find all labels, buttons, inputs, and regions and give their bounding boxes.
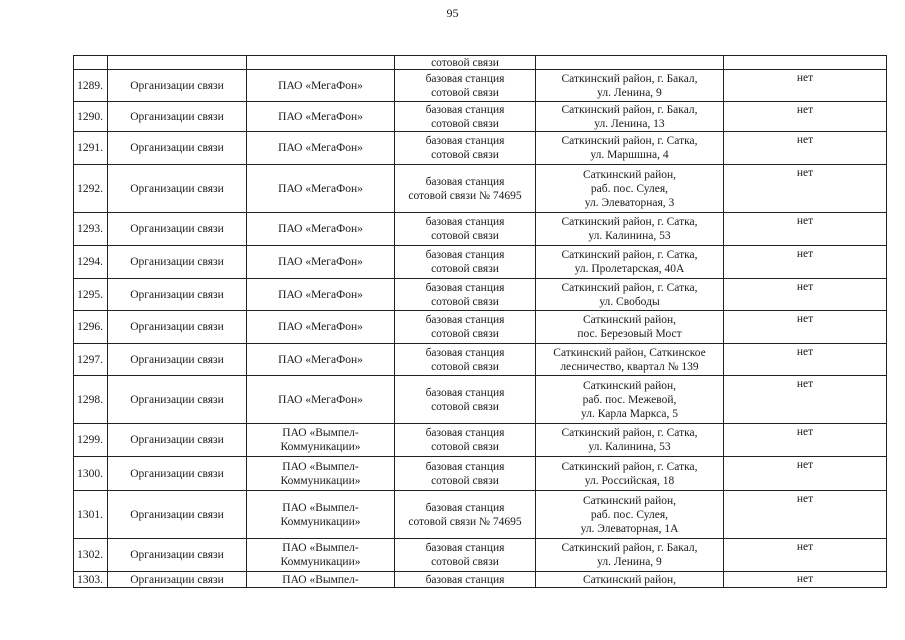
cell-operator: ПАО «Вымпел- Коммуникации» [247, 457, 395, 491]
table-row [74, 457, 887, 491]
table-row [74, 70, 887, 102]
cell-num: 1301. [74, 491, 108, 539]
cell-note: нет [724, 491, 887, 539]
cell-org-type: Организации связи [108, 246, 247, 279]
cell-note: нет [724, 424, 887, 457]
cell-note: нет [724, 165, 887, 213]
cell-num: 1300. [74, 457, 108, 491]
cell-object: базовая станция сотовой связи [395, 539, 536, 572]
cell-operator: ПАО «МегаФон» [247, 165, 395, 213]
cell-address: Саткинский район, г. Сатка, ул. Свободы [536, 279, 724, 311]
cell-object: базовая станция сотовой связи [395, 132, 536, 165]
table-row [74, 102, 887, 132]
cell-org-type: Организации связи [108, 572, 247, 588]
cell-org-type: Организации связи [108, 165, 247, 213]
cell-address: Саткинский район, г. Сатка, ул. Российская, 18 [536, 457, 724, 491]
cell-operator: ПАО «МегаФон» [247, 344, 395, 376]
cell-note: нет [724, 539, 887, 572]
cell-num: 1297. [74, 344, 108, 376]
cell-object: базовая станция сотовой связи [395, 213, 536, 246]
cell-object: базовая станция сотовой связи № 74695 [395, 491, 536, 539]
cell-object: базовая станция сотовой связи [395, 102, 536, 132]
cell-object: базовая станция сотовой связи [395, 424, 536, 457]
cell-address: Саткинский район, г. Бакал, ул. Ленина, 9 [536, 539, 724, 572]
cell-note: нет [724, 213, 887, 246]
cell-object: базовая станция сотовой связи [395, 457, 536, 491]
table-row [74, 539, 887, 572]
cell-num: 1303. [74, 572, 108, 588]
continuation-row [74, 56, 887, 70]
cell-object: базовая станция сотовой связи № 74695 [395, 165, 536, 213]
cell-org-type: Организации связи [108, 424, 247, 457]
cell-org-type: Организации связи [108, 213, 247, 246]
cell-object: базовая станция сотовой связи [395, 70, 536, 102]
cell-num: 1296. [74, 311, 108, 344]
cell-note: нет [724, 457, 887, 491]
cell-address: Саткинский район, раб. пос. Межевой, ул. Карла Маркса, 5 [536, 376, 724, 424]
cell-org-type: Организации связи [108, 491, 247, 539]
cell-address: Саткинский район, г. Сатка, ул. Пролетарская, 40А [536, 246, 724, 279]
cell-address: Саткинский район, раб. пос. Сулея, ул. Элеваторная, 1А [536, 491, 724, 539]
cell-num: 1295. [74, 279, 108, 311]
cell-address: Саткинский район, г. Сатка, ул. Калинина, 53 [536, 213, 724, 246]
cell-note: нет [724, 311, 887, 344]
cell-num: 1293. [74, 213, 108, 246]
cell-num [74, 56, 108, 70]
cell-org-type: Организации связи [108, 102, 247, 132]
cell-note: нет [724, 279, 887, 311]
cell-org-type: Организации связи [108, 311, 247, 344]
table-row [74, 424, 887, 457]
cell-org-type: Организации связи [108, 539, 247, 572]
cell-note: нет [724, 376, 887, 424]
cell-note: нет [724, 132, 887, 165]
cell-org-type: Организации связи [108, 457, 247, 491]
cell-address: Саткинский район, г. Сатка, ул. Маршшна, 4 [536, 132, 724, 165]
cell-note: нет [724, 102, 887, 132]
cell-org-type: Организации связи [108, 132, 247, 165]
cell-num: 1299. [74, 424, 108, 457]
table-row [74, 491, 887, 539]
cell-object: базовая станция сотовой связи [395, 311, 536, 344]
table-row [74, 344, 887, 376]
cell-operator: ПАО «МегаФон» [247, 246, 395, 279]
cell-org-type: Организации связи [108, 376, 247, 424]
cell-num: 1289. [74, 70, 108, 102]
cell-num: 1292. [74, 165, 108, 213]
page-number: 95 [446, 6, 459, 20]
cell-note: нет [724, 246, 887, 279]
table-row [74, 165, 887, 213]
cell-address: Саткинский район, [536, 572, 724, 588]
cell-address: Саткинский район, г. Бакал, ул. Ленина, 13 [536, 102, 724, 132]
table-row [74, 279, 887, 311]
cell-operator: ПАО «МегаФон» [247, 279, 395, 311]
cell-operator: ПАО «МегаФон» [247, 132, 395, 165]
cell-operator: ПАО «МегаФон» [247, 311, 395, 344]
table-row [74, 376, 887, 424]
cell-address: Саткинский район, г. Сатка, ул. Калинина, 53 [536, 424, 724, 457]
cell-org-type: Организации связи [108, 344, 247, 376]
cell-num: 1291. [74, 132, 108, 165]
registry-table [73, 55, 887, 588]
table-row [74, 213, 887, 246]
table-row [74, 132, 887, 165]
table-row [74, 246, 887, 279]
cell-num: 1294. [74, 246, 108, 279]
table-row [74, 311, 887, 344]
cell-org-type: Организации связи [108, 279, 247, 311]
cell-note: нет [724, 70, 887, 102]
cell-num: 1290. [74, 102, 108, 132]
cell-object: сотовой связи [395, 56, 536, 70]
cell-num: 1302. [74, 539, 108, 572]
cell-operator: ПАО «МегаФон» [247, 376, 395, 424]
cell-address: Саткинский район, пос. Березовый Мост [536, 311, 724, 344]
cell-address: Саткинский район, раб. пос. Сулея, ул. Элеваторная, 3 [536, 165, 724, 213]
cell-operator: ПАО «МегаФон» [247, 70, 395, 102]
cell-address: Саткинский район, г. Бакал, ул. Ленина, 9 [536, 70, 724, 102]
cell-object: базовая станция [395, 572, 536, 588]
cell-org-type [108, 56, 247, 70]
cell-note: нет [724, 344, 887, 376]
cell-object: базовая станция сотовой связи [395, 344, 536, 376]
cell-address: Саткинский район, Саткинское лесничество, квартал № 139 [536, 344, 724, 376]
cell-num: 1298. [74, 376, 108, 424]
table-row [74, 572, 887, 588]
cell-operator: ПАО «Вымпел- Коммуникации» [247, 491, 395, 539]
cell-object: базовая станция сотовой связи [395, 246, 536, 279]
cell-address [536, 56, 724, 70]
cell-object: базовая станция сотовой связи [395, 376, 536, 424]
cell-operator: ПАО «Вымпел- Коммуникации» [247, 539, 395, 572]
cell-operator [247, 56, 395, 70]
cell-note: нет [724, 572, 887, 588]
cell-object: базовая станция сотовой связи [395, 279, 536, 311]
cell-note [724, 56, 887, 70]
cell-operator: ПАО «Вымпел- [247, 572, 395, 588]
cell-org-type: Организации связи [108, 70, 247, 102]
cell-operator: ПАО «Вымпел- Коммуникации» [247, 424, 395, 457]
cell-operator: ПАО «МегаФон» [247, 102, 395, 132]
cell-operator: ПАО «МегаФон» [247, 213, 395, 246]
